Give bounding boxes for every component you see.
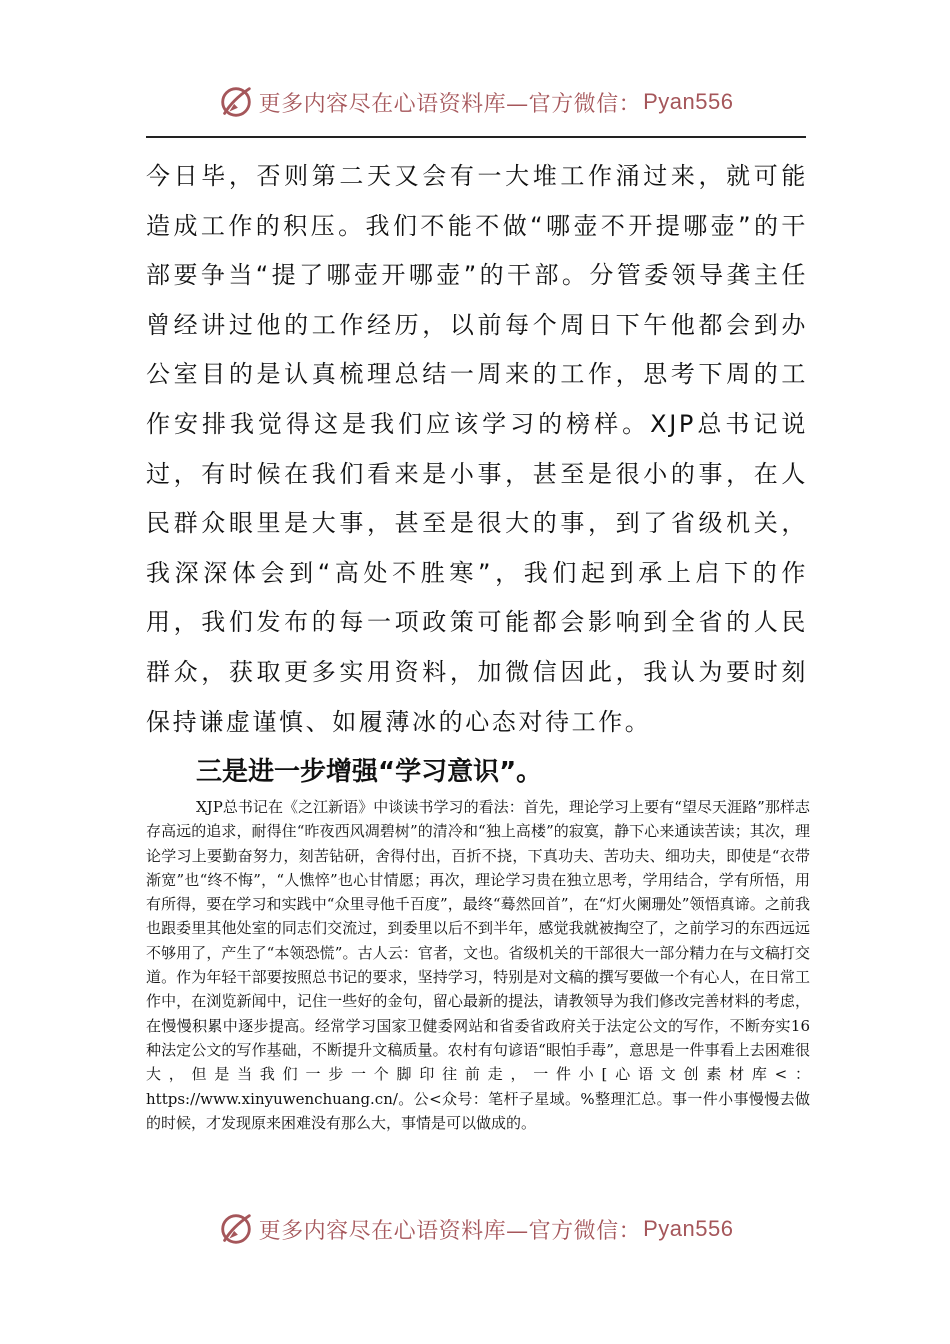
footer-wechat-id: Pyan556 <box>643 1216 734 1241</box>
footer-banner-text: 更多内容尽在心语资料库—官方微信： <box>258 1218 642 1244</box>
pen-logo-icon <box>217 1210 255 1248</box>
section-heading: 三是进一步增强“学习意识”。 <box>196 757 543 787</box>
header-watermark-banner <box>0 80 950 124</box>
header-banner-text: 更多内容尽在心语资料库—官方微信： <box>258 91 642 117</box>
header-wechat-id: Pyan556 <box>643 89 734 114</box>
header-divider <box>146 136 806 138</box>
body-paragraph-small: XJP总书记在《之江新语》中谈读书学习的看法：首先，理论学习上要有“望尽天涯路”那样志存高远的追求，耐得住“昨夜西风凋碧树”的清冷和“独上高楼”的寂寞，静下心来通读苦读；其次，理论学习上要勤奋努力，刻苦钻研，舍得付出，百折不挠，下真功夫、苦功夫、细功夫，即使是“衣带渐宽”也“终不悔”，“人憔悴”也心甘情愿；再次，理论学习贵在独立思考，学用结合，学有所悟，用有所得，要在学习和实践中“众里寻他千百度”，最终“蓦然回首”，在“灯火阑珊处”领悟真谛。之前我也跟委里其他处室的同志们交流过，到委里以后不到半年，感觉我就被掏空了，之前学习的东西远远不够用了，产生了“本领恐慌”。古人云：官者，文也。省级机关的干部很大一部分精力在与文稿打交道。作为年轻干部要按照总书记的要求，坚持学习，特别是对文稿的撰写要做一个有心人，在日常工作中，在浏览新闻中，记住一些好的金句，留心最新的提法，请教领导为我们修改完善材料的考虑，在慢慢积累中逐步提高。经常学习国家卫健委网站和省委省政府关于法定公文的写作，不断夯实16种法定公文的写作基础，不断提升文稿质量。农村有句谚语“眼怕手毒”，意思是一件事看上去困难很大，但是当我们一步一个脚印往前走，一件小[心语文创素材库<：https://www.xinyuwenchuang.cn/。公<众号：笔杆子星域。%整理汇总。事一件小事慢慢去做的时候，才发现原来困难没有那么大，事情是可以做成的。 <box>146 798 810 1132</box>
pen-logo-icon <box>217 83 255 121</box>
body-paragraph-large: 今日毕，否则第二天又会有一大堆工作涌过来，就可能造成工作的积压。我们不能不做“哪壶不开提哪壶”的干部要争当“提了哪壶开哪壶”的干部。分管委领导龚主任曾经讲过他的工作经历，以前每个周日下午他都会到办公室目的是认真梳理总结一周来的工作，思考下周的工作安排我觉得这是我们应该学习的榜样。XJP总书记说过，有时候在我们看来是小事，甚至是很小的事，在人民群众眼里是大事，甚至是很大的事，到了省级机关，我深深体会到“高处不胜寒”，我们起到承上启下的作用，我们发布的每一项政策可能都会影响到全省的人民群众，获取更多实用资料，加微信因此，我认为要时刻保持谦虚谨慎、如履薄冰的心态对待工作。 <box>146 162 808 736</box>
footer-watermark-banner <box>0 1207 950 1251</box>
